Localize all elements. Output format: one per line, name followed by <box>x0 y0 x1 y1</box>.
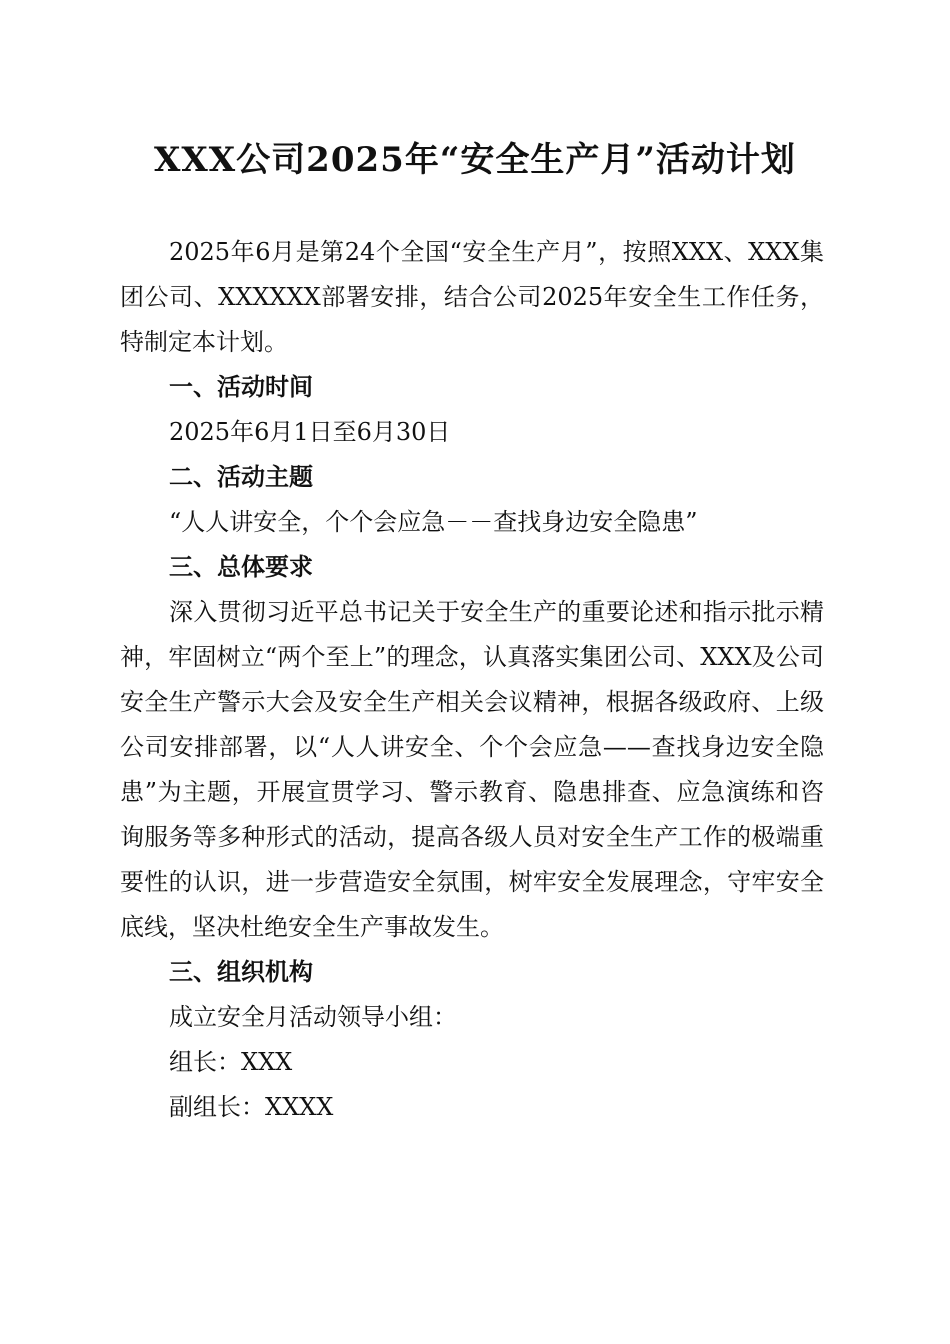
document-title: XXX公司2025年“安全生产月”活动计划 <box>154 140 796 180</box>
section-content-time: 2025年6月1日至6月30日 <box>169 418 451 446</box>
organization-line-deputy: 副组长：XXXX <box>169 1093 334 1121</box>
section-heading-requirements: 三、总体要求 <box>169 553 313 581</box>
organization-line-group: 成立安全月活动领导小组： <box>169 1003 457 1031</box>
section-heading-organization: 三、组织机构 <box>169 958 313 986</box>
section-content-theme: “人人讲安全，个个会应急－－查找身边安全隐患” <box>169 508 698 536</box>
section-heading-time: 一、活动时间 <box>169 373 313 401</box>
section-content-requirements: 深入贯彻习近平总书记关于安全生产的重要论述和指示批示精神，牢固树立“两个至上”的理念，认真落实集团公司、XXX及公司安全生产警示大会及安全生产相关会议精神，根据各级政府、上级公司安排部署，以“人人讲安全、个个会应急——查找身边安全隐患”为主题，开展宣贯学习、警示教育、隐患排查、应急演练和咨询服务等多种形式的活动，提高各级人员对安全生产工作的极端重要性的认识，进一步营造安全氛围，树牢安全发展理念，守牢安全底线，坚决杜绝安全生产事故发生。 <box>120 598 824 941</box>
organization-line-leader: 组长：XXX <box>169 1048 293 1076</box>
document-body <box>120 230 824 1130</box>
section-heading-theme: 二、活动主题 <box>169 463 313 491</box>
intro-paragraph: 2025年6月是第24个全国“安全生产月”，按照XXX、XXX集团公司、XXXXXX部署安排，结合公司2025年安全生工作任务，特制定本计划。 <box>120 238 824 356</box>
